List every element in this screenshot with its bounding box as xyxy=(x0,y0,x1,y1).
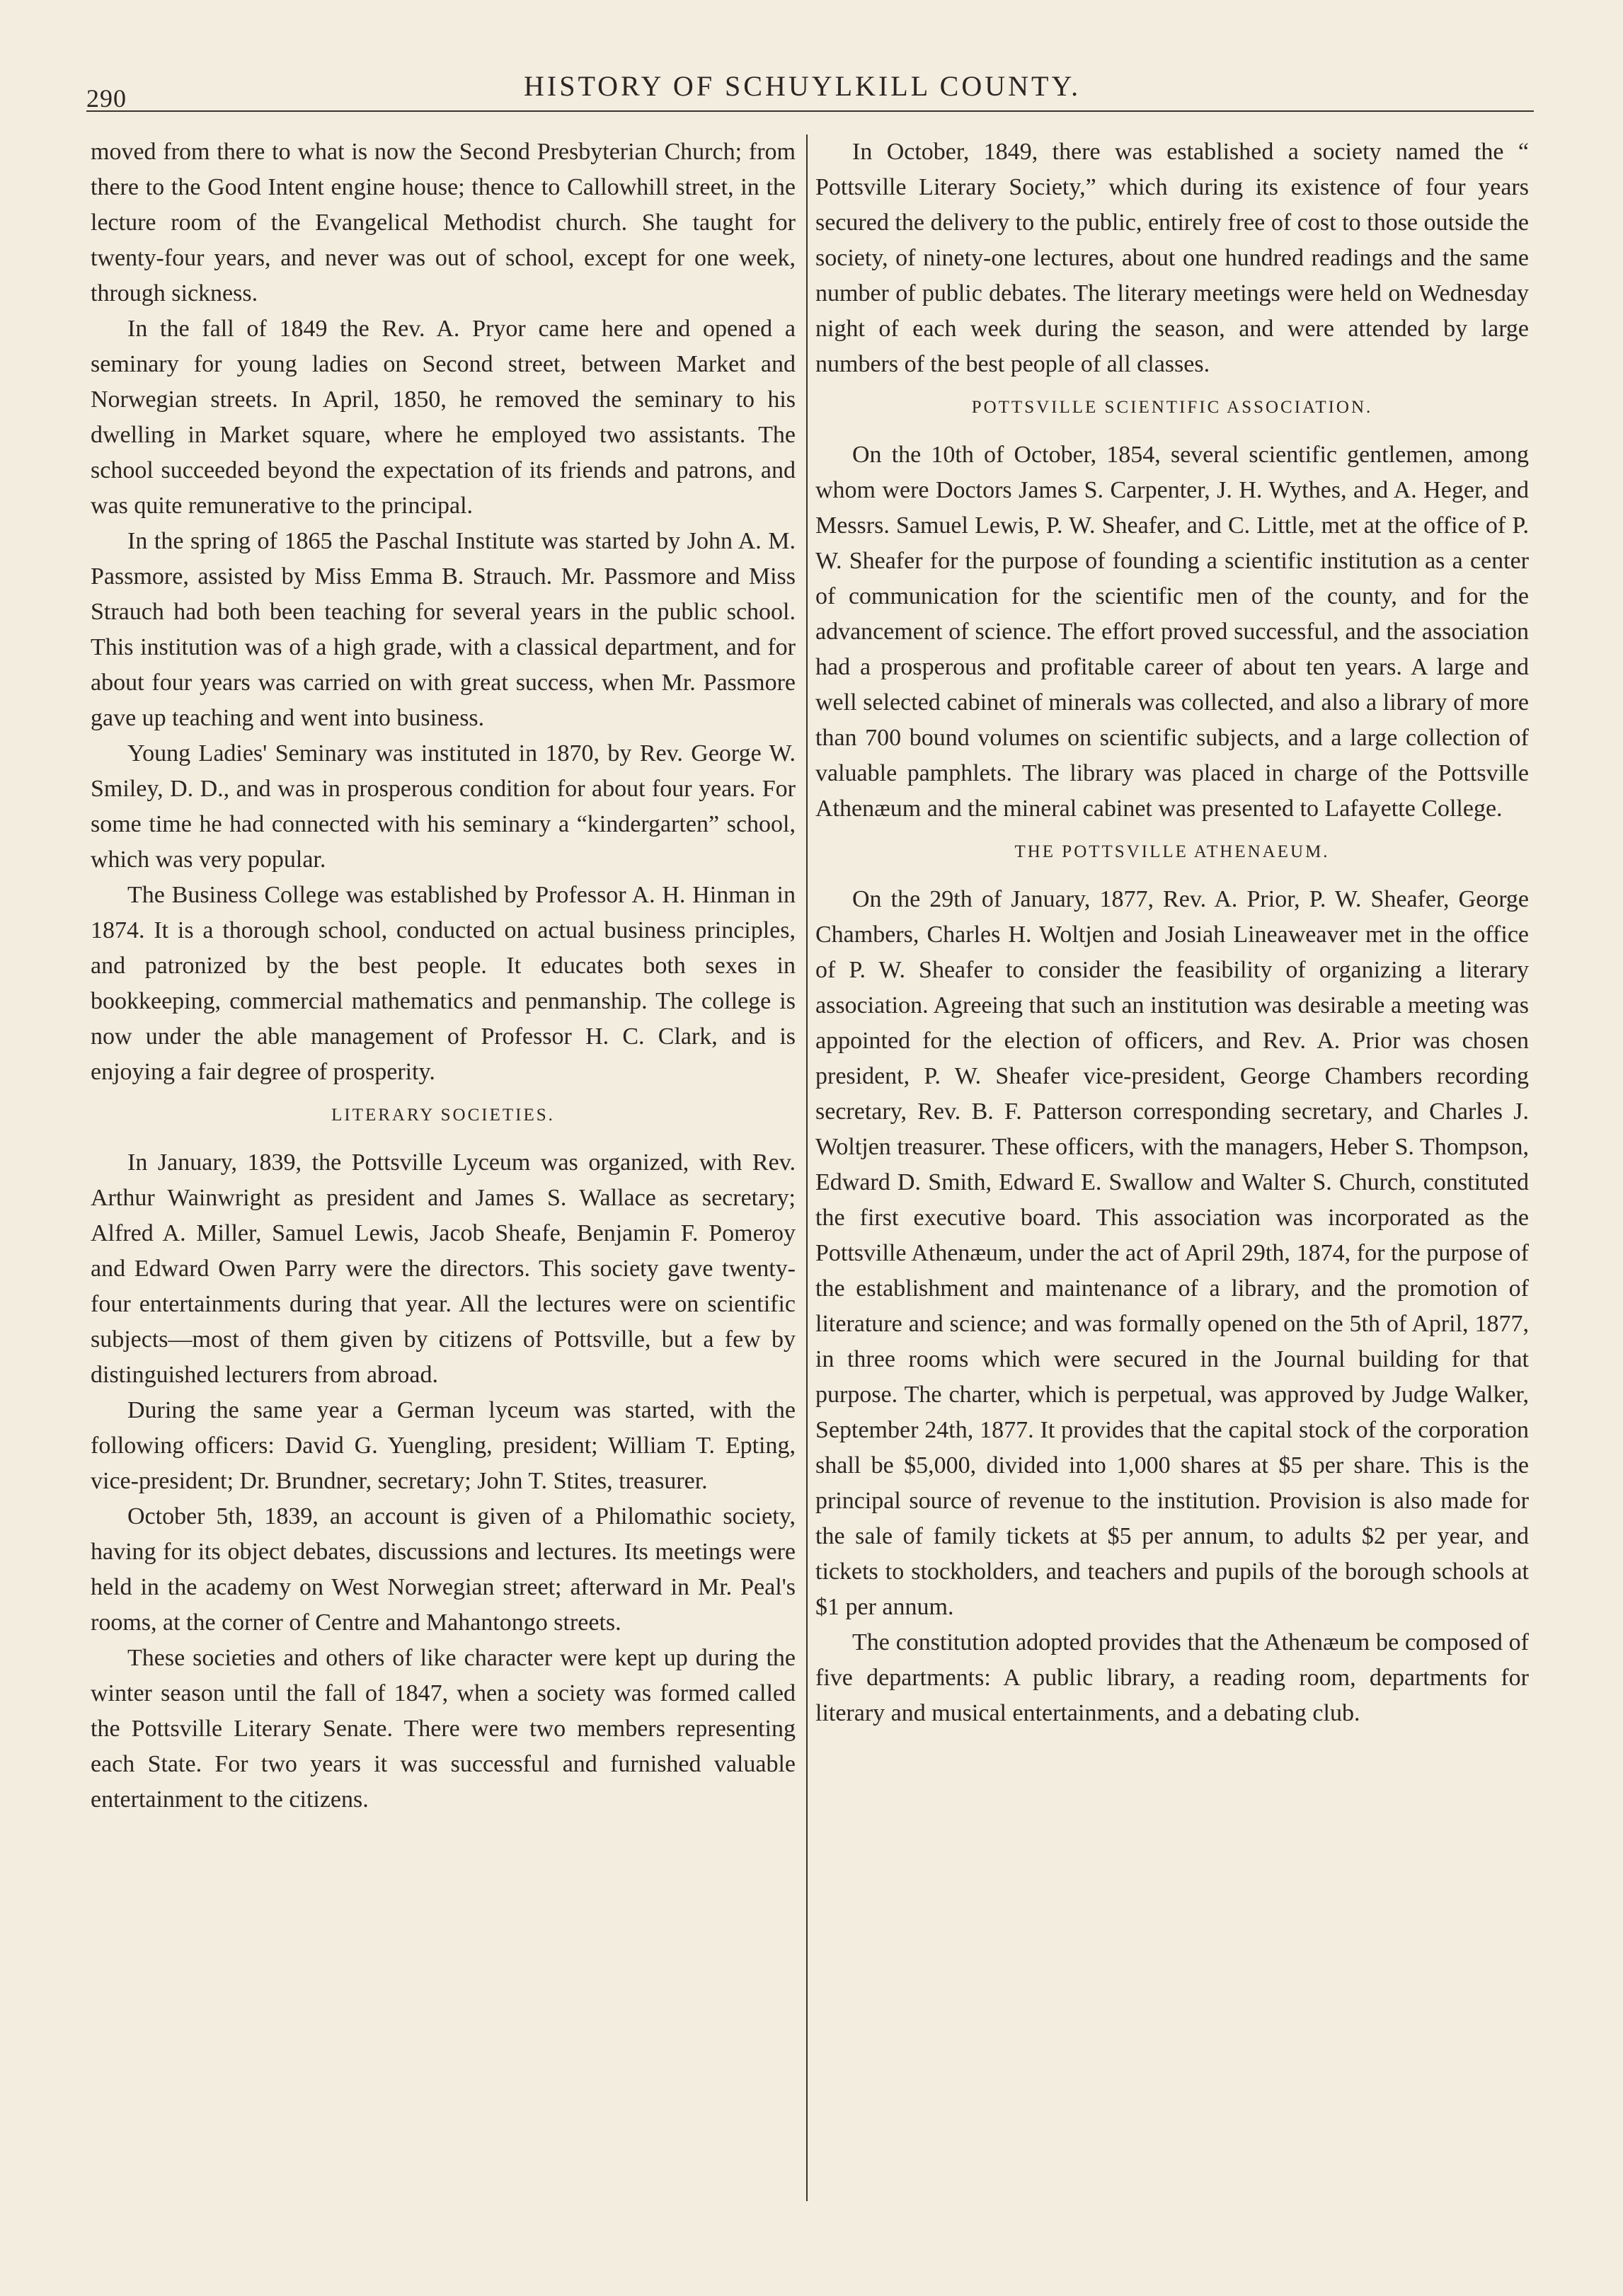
paragraph: These societies and others of like character were kept up during the winter season until the fall of 1847, when a society was formed called the Pottsville Literary Senate. There were two members representing each State. For two years it was successful and furnished valuable entertainment to the citizens. xyxy=(91,1645,796,1813)
section-heading-literary-societies: LITERARY SOCIETIES. xyxy=(331,1106,555,1125)
paragraph: During the same year a German lyceum was started, with the following officers: David G. Yuengling, president; William T. Epting, vice-president; Dr. Brundner, secretary; John T. Stites, treasurer. xyxy=(91,1397,796,1494)
running-head-title: HISTORY OF SCHUYLKILL COUNTY. xyxy=(524,70,1082,102)
left-column xyxy=(91,134,796,1818)
right-column xyxy=(815,134,1529,1731)
paragraph: The Business College was established by Professor A. H. Hinman in 1874. It is a thorough school, conducted on actual business principles, and patronized by the best people. It educates both sexes in bookkeeping, commercial mathematics and penmanship. The college is now under the able management of Professor H. C. Clark, and is enjoying a fair degree of prosperity. xyxy=(91,882,796,1085)
paragraph: October 5th, 1839, an account is given of a Philomathic society, having for its object debates, discussions and lectures. Its meetings were held in the academy on West Norwegian street; afterward in Mr. Peal's rooms, at the corner of Centre and Mahantongo streets. xyxy=(91,1503,796,1636)
page-number: 290 xyxy=(86,84,127,113)
header-rule xyxy=(86,110,1534,112)
paragraph: On the 29th of January, 1877, Rev. A. Prior, P. W. Sheafer, George Chambers, Charles H. Woltjen and Josiah Lineaweaver met in the office of P. W. Sheafer to consider the feasibility of organizing a literary association. Agreeing that such an institution was desirable a meeting was appointed for the election of officers, and Rev. A. Prior was chosen president, P. W. Sheafer vice-president, George Chambers recording secretary, Rev. B. F. Patterson corresponding secretary, and Charles J. Woltjen treasurer. These officers, with the managers, Heber S. Thompson, Edward D. Smith, Edward E. Swallow and Walter S. Church, constituted the first executive board. This association was incorporated as the Pottsville Athenæum, under the act of April 29th, 1874, for the purpose of the establishment and maintenance of a library, and the promotion of literature and science; and was formally opened on the 5th of April, 1877, in three rooms which were secured in the Journal building for that purpose. The charter, which is perpetual, was approved by Judge Walker, September 24th, 1877. It provides that the capital stock of the corporation shall be $5,000, divided into 1,000 shares at $5 per share. This is the principal source of revenue to the institution. Provision is also made for the sale of family tickets at $5 per annum, to adults $2 per year, and tickets to stockholders, and teachers and pupils of the borough schools at $1 per annum. xyxy=(815,886,1529,1620)
paragraph: In January, 1839, the Pottsville Lyceum was organized, with Rev. Arthur Wainwright as president and James S. Wallace as secretary; Alfred A. Miller, Samuel Lewis, Jacob Sheafe, Benjamin F. Pomeroy and Edward Owen Parry were the directors. This society gave twenty-four entertainments during that year. All the lectures were on scientific subjects—most of them given by citizens of Pottsville, but a few by distinguished lecturers from abroad. xyxy=(91,1149,796,1388)
paragraph: moved from there to what is now the Second Presbyterian Church; from there to the Good Intent engine house; thence to Callowhill street, in the lecture room of the Evangelical Methodist church. She taught for twenty-four years, and never was out of school, except for one week, through sickness. xyxy=(91,139,796,306)
paragraph: In October, 1849, there was established a society named the “ Pottsville Literary Society,” which during its existence of four years secured the delivery to the public, entirely free of cost to those outside the society, of ninety-one lectures, about one hundred readings and the same number of public debates. The literary meetings were held on Wednesday night of each week during the season, and were attended by large numbers of the best people of all classes. xyxy=(815,139,1529,377)
paragraph: On the 10th of October, 1854, several scientific gentlemen, among whom were Doctors James S. Carpenter, J. H. Wythes, and A. Heger, and Messrs. Samuel Lewis, P. W. Sheafer, and C. Little, met at the office of P. W. Sheafer for the purpose of founding a scientific institution as a center of communication for the scientific men of the county, and for the advancement of science. The effort proved successful, and the association had a prosperous and profitable career of about ten years. A large and well selected cabinet of minerals was collected, and also a library of more than 700 bound volumes on scientific subjects, and a large collection of valuable pamphlets. The library was placed in charge of the Pottsville Athenæum and the mineral cabinet was presented to Lafayette College. xyxy=(815,442,1529,822)
paragraph: In the spring of 1865 the Paschal Institute was started by John A. M. Passmore, assisted by Miss Emma B. Strauch. Mr. Passmore and Miss Strauch had both been teaching for several years in the public school. This institution was of a high grade, with a classical department, and for about four years was carried on with great success, when Mr. Passmore gave up teaching and went into business. xyxy=(91,528,796,731)
section-heading-athenaeum: THE POTTSVILLE ATHENAEUM. xyxy=(1014,842,1330,861)
column-divider xyxy=(806,134,808,2201)
paragraph: Young Ladies' Seminary was instituted in 1870, by Rev. George W. Smiley, D. D., and was in prosperous condition for about four years. For some time he had connected with his seminary a “kindergarten” school, which was very popular. xyxy=(91,740,796,873)
paragraph: In the fall of 1849 the Rev. A. Pryor came here and opened a seminary for young ladies on Second street, between Market and Norwegian streets. In April, 1850, he removed the seminary to his dwelling in Market square, where he employed two assistants. The school succeeded beyond the expectation of its friends and patrons, and was quite remunerative to the principal. xyxy=(91,316,796,519)
section-heading-scientific-association: POTTSVILLE SCIENTIFIC ASSOCIATION. xyxy=(971,398,1373,417)
paragraph: The constitution adopted provides that the Athenæum be composed of five departments: A public library, a reading room, departments for literary and musical entertainments, and a debating club. xyxy=(815,1629,1529,1726)
